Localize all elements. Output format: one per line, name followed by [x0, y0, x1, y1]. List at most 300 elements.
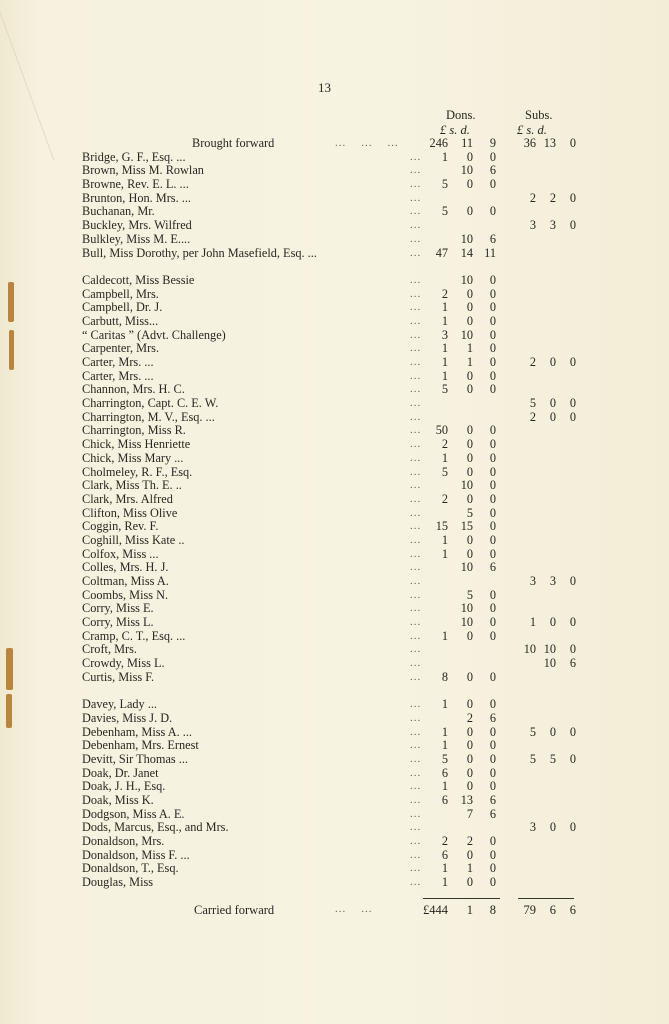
- subs-pence: 0: [569, 724, 576, 739]
- dons-pounds: 2: [441, 437, 448, 452]
- list-item: [0, 657, 669, 671]
- list-item: [0, 274, 669, 288]
- leader-dots: ...: [410, 451, 422, 464]
- list-item: [0, 739, 669, 753]
- dons-pounds: 5: [441, 751, 448, 766]
- dons-pence: 0: [489, 437, 496, 452]
- leader-dots: ...: [410, 301, 422, 314]
- dons-pence: 6: [489, 710, 496, 725]
- list-item: [0, 575, 669, 589]
- dons-shillings: 5: [466, 505, 473, 520]
- list-item: [0, 561, 669, 575]
- dons-pence: 0: [489, 491, 496, 506]
- dons-pounds: 1: [441, 149, 448, 164]
- list-item: [0, 178, 669, 192]
- dons-pounds: 2: [441, 286, 448, 301]
- dons-pence: 0: [489, 177, 496, 192]
- leader-dots: ...: [410, 575, 422, 587]
- dons-shillings: 0: [466, 546, 473, 561]
- dons-shillings: 2: [466, 710, 473, 725]
- dons-pounds: 50: [435, 423, 448, 438]
- subs-pounds: 3: [529, 218, 536, 233]
- dons-pence: 0: [489, 272, 496, 287]
- donor-name: Coggin, Rev. F.: [82, 519, 159, 534]
- leader-dots: ...: [410, 178, 422, 191]
- donor-name: Clark, Mrs. Alfred: [82, 491, 173, 506]
- cf-dons-pounds: £444: [423, 903, 448, 917]
- dons-shillings: 10: [460, 231, 473, 246]
- dons-shillings: 10: [460, 327, 473, 342]
- donor-name: Brunton, Hon. Mrs. ...: [82, 190, 191, 205]
- dons-shillings: 0: [466, 847, 473, 862]
- leader-dots: ...: [410, 616, 422, 629]
- subs-shillings: 3: [549, 218, 556, 233]
- bf-dons-pounds: 246: [429, 136, 448, 150]
- subs-pounds: 2: [529, 409, 536, 424]
- dons-pence: 0: [489, 615, 496, 630]
- dons-pence: 0: [489, 765, 496, 780]
- dons-shillings: 0: [466, 779, 473, 794]
- leader-dots: ...: [410, 191, 422, 204]
- dons-pounds: 1: [441, 532, 448, 547]
- dons-pence: 0: [489, 327, 496, 342]
- dons-shillings: 0: [466, 697, 473, 712]
- dons-pence: 0: [489, 697, 496, 712]
- leader-dots: ...: [410, 246, 422, 259]
- subs-shillings: 0: [549, 615, 556, 630]
- dons-pence: 0: [489, 519, 496, 534]
- dons-pounds: 5: [441, 382, 448, 397]
- subs-pence: 0: [569, 615, 576, 630]
- leader-dots: ...: [410, 711, 422, 724]
- leader-dots: ...: [410, 492, 422, 505]
- dons-shillings: 0: [466, 724, 473, 739]
- list-item: [0, 247, 669, 261]
- dons-pence: 0: [489, 204, 496, 219]
- dons-pence: 0: [489, 861, 496, 876]
- bf-dons-pence: 9: [489, 136, 496, 150]
- dons-pounds: 1: [441, 861, 448, 876]
- dons-shillings: 1: [466, 341, 473, 356]
- subscriptions-units: £ s. d.: [517, 123, 547, 137]
- brought-forward-row: [0, 137, 669, 151]
- leader-dots: ...: [410, 328, 422, 341]
- dons-shillings: 5: [466, 587, 473, 602]
- leader-dots: ...: [410, 657, 422, 670]
- donor-name: Campbell, Dr. J.: [82, 300, 163, 315]
- leader-dots: ...: [410, 397, 422, 410]
- dons-pence: 0: [489, 847, 496, 862]
- dons-pence: 0: [489, 834, 496, 849]
- dons-pence: 0: [489, 355, 496, 369]
- dons-shillings: 10: [460, 615, 473, 630]
- donor-name: Chick, Miss Henriette: [82, 437, 191, 452]
- list-item: [0, 753, 669, 767]
- list-item: [0, 479, 669, 493]
- cf-dons-shillings: 1: [466, 903, 473, 917]
- dons-shillings: 0: [466, 149, 473, 164]
- dons-shillings: 0: [466, 423, 473, 438]
- dons-pounds: 1: [441, 368, 448, 383]
- list-item: [0, 342, 669, 356]
- section-spacer: [0, 685, 669, 699]
- donor-name: Channon, Mrs. H. C.: [82, 382, 185, 397]
- donor-name: Colfox, Miss ...: [82, 546, 159, 561]
- donor-name: Campbell, Mrs.: [82, 286, 159, 301]
- donor-name: Donaldson, Mrs.: [82, 834, 165, 849]
- dons-pence: 0: [489, 313, 496, 328]
- donor-name: Charrington, M. V., Esq. ...: [82, 409, 215, 424]
- leader-dots: ...: [410, 561, 422, 574]
- dons-shillings: 7: [466, 806, 473, 821]
- list-item: [0, 630, 669, 644]
- subs-shillings: 0: [549, 409, 556, 424]
- dons-pence: 6: [489, 231, 496, 246]
- donor-name: Douglas, Miss: [82, 875, 154, 890]
- list-item: [0, 424, 669, 438]
- total-rule-dons: [423, 898, 500, 899]
- subs-pence: 6: [569, 656, 576, 671]
- list-item: [0, 616, 669, 630]
- donor-name: Colles, Mrs. H. J.: [82, 560, 169, 575]
- dons-shillings: 0: [466, 875, 473, 890]
- dons-shillings: 0: [466, 382, 473, 397]
- leader-dots: ...: [410, 629, 422, 642]
- donor-name: Chick, Miss Mary ...: [82, 450, 184, 465]
- donor-name: Clark, Miss Th. E. ..: [82, 478, 182, 493]
- dons-pounds: 1: [441, 724, 448, 739]
- subs-pence: 0: [569, 642, 576, 657]
- dons-pence: 0: [489, 478, 496, 493]
- list-item: [0, 808, 669, 822]
- donor-name: Curtis, Miss F.: [82, 669, 155, 684]
- total-rule-subs: [518, 898, 574, 899]
- list-item: [0, 726, 669, 740]
- dons-pounds: 1: [441, 341, 448, 356]
- leader-dots: ...: [410, 287, 422, 300]
- list-item: [0, 698, 669, 712]
- donor-name: Corry, Miss E.: [82, 601, 154, 616]
- dons-pounds: 1: [441, 628, 448, 643]
- subs-pounds: 5: [529, 724, 536, 739]
- dons-shillings: 1: [466, 355, 473, 369]
- leader-dots: ...: [410, 424, 422, 437]
- bf-subs-pounds: 36: [523, 136, 536, 150]
- section-spacer: [0, 260, 669, 274]
- leader-dots: ...: [410, 479, 422, 492]
- dons-shillings: 1: [466, 861, 473, 876]
- dons-pence: 0: [489, 546, 496, 561]
- subs-pounds: 3: [529, 820, 536, 835]
- leader-dots: ...: [410, 342, 422, 355]
- subs-pence: 0: [569, 751, 576, 766]
- dons-pence: 6: [489, 793, 496, 807]
- dons-pence: 0: [489, 669, 496, 684]
- subs-pounds: 5: [529, 396, 536, 411]
- subs-pence: 0: [569, 820, 576, 835]
- brought-forward-label: Brought forward: [192, 136, 275, 150]
- leader-dots: ...: [410, 150, 422, 163]
- bf-subs-pence: 0: [569, 136, 576, 150]
- leader-dots: ...: [410, 273, 422, 286]
- subs-pounds: 10: [523, 642, 536, 657]
- donor-name: Corry, Miss L.: [82, 615, 154, 630]
- donor-name: Debenham, Mrs. Ernest: [82, 738, 199, 753]
- subs-pence: 0: [569, 218, 576, 233]
- leader-dots: ... ... ...: [335, 137, 399, 149]
- dons-pounds: 6: [441, 765, 448, 780]
- leader-dots: ...: [410, 807, 422, 820]
- dons-shillings: 10: [460, 272, 473, 287]
- dons-pence: 0: [489, 751, 496, 766]
- donor-name: Davies, Miss J. D.: [82, 710, 173, 725]
- leader-dots: ...: [410, 232, 422, 245]
- list-item: [0, 671, 669, 685]
- dons-shillings: 0: [466, 765, 473, 780]
- leader-dots: ...: [410, 533, 422, 546]
- dons-pounds: 15: [435, 519, 448, 534]
- list-item: [0, 301, 669, 315]
- subs-shillings: 10: [543, 642, 556, 657]
- leader-dots: ...: [410, 410, 422, 423]
- donor-name: Bull, Miss Dorothy, per John Masefield, Esq. ...: [82, 245, 317, 260]
- list-item: [0, 712, 669, 726]
- dons-shillings: 0: [466, 738, 473, 753]
- dons-pence: 0: [489, 875, 496, 890]
- list-item: [0, 356, 669, 370]
- bf-dons-shillings: 11: [461, 136, 473, 150]
- dons-shillings: 0: [466, 300, 473, 315]
- dons-pence: 0: [489, 341, 496, 356]
- dons-pence: 0: [489, 587, 496, 602]
- list-item: [0, 780, 669, 794]
- dons-pounds: 1: [441, 450, 448, 465]
- list-item: [0, 821, 669, 835]
- subs-pounds: 2: [529, 355, 536, 369]
- donor-name: Bulkley, Miss M. E....: [82, 231, 191, 246]
- list-item: [0, 534, 669, 548]
- donor-name: Doak, Miss K.: [82, 793, 154, 807]
- dons-pounds: 3: [441, 327, 448, 342]
- list-item: [0, 794, 669, 808]
- list-item: [0, 233, 669, 247]
- subs-shillings: 3: [549, 574, 556, 588]
- carried-forward-row: [0, 903, 669, 919]
- leader-dots: ...: [410, 739, 422, 752]
- dons-shillings: 0: [466, 464, 473, 479]
- dons-shillings: 0: [466, 368, 473, 383]
- donations-header: Dons.: [446, 108, 476, 122]
- leader-dots: ...: [410, 205, 422, 218]
- donor-name: Caldecott, Miss Bessie: [82, 272, 195, 287]
- list-item: [0, 151, 669, 165]
- dons-pounds: 1: [441, 355, 448, 369]
- donor-name: Coghill, Miss Kate ..: [82, 532, 185, 547]
- donor-name: Cramp, C. T., Esq. ...: [82, 628, 186, 643]
- list-item: [0, 520, 669, 534]
- bf-subs-shillings: 13: [543, 136, 556, 150]
- dons-pounds: 47: [435, 245, 448, 260]
- leader-dots: ...: [410, 725, 422, 738]
- donor-name: Brown, Miss M. Rowlan: [82, 163, 204, 178]
- leader-dots: ...: [410, 821, 422, 834]
- dons-shillings: 0: [466, 437, 473, 452]
- list-item: [0, 329, 669, 343]
- dons-shillings: 13: [460, 793, 473, 807]
- subs-pence: 0: [569, 355, 576, 369]
- list-item: [0, 315, 669, 329]
- dons-pence: 0: [489, 779, 496, 794]
- cf-subs-pence: 6: [569, 903, 576, 917]
- leader-dots: ...: [410, 465, 422, 478]
- donor-name: Buckley, Mrs. Wilfred: [82, 218, 192, 233]
- dons-pence: 0: [489, 368, 496, 383]
- list-item: [0, 849, 669, 863]
- dons-pounds: 6: [441, 847, 448, 862]
- leader-dots: ...: [410, 862, 422, 875]
- subscription-list: [0, 137, 669, 890]
- donor-name: Dods, Marcus, Esq., and Mrs.: [82, 820, 229, 835]
- dons-pence: 6: [489, 560, 496, 575]
- list-item: [0, 507, 669, 521]
- dons-pounds: 1: [441, 875, 448, 890]
- list-item: [0, 602, 669, 616]
- donor-name: Carpenter, Mrs.: [82, 341, 160, 356]
- dons-pounds: 5: [441, 464, 448, 479]
- leader-dots: ...: [410, 602, 422, 615]
- dons-shillings: 10: [460, 560, 473, 575]
- donor-name: Davey, Lady ...: [82, 697, 158, 712]
- dons-shillings: 0: [466, 751, 473, 766]
- dons-pence: 0: [489, 738, 496, 753]
- leader-dots: ...: [410, 835, 422, 848]
- donor-name: Coltman, Miss A.: [82, 574, 169, 588]
- leader-dots: ...: [410, 438, 422, 451]
- dons-pounds: 2: [441, 834, 448, 849]
- dons-shillings: 10: [460, 478, 473, 493]
- list-item: [0, 548, 669, 562]
- list-item: [0, 192, 669, 206]
- dons-pence: 0: [489, 505, 496, 520]
- dons-pence: 0: [489, 300, 496, 315]
- subs-shillings: 5: [549, 751, 556, 766]
- dons-pence: 0: [489, 382, 496, 397]
- leader-dots: ...: [410, 876, 422, 889]
- subs-shillings: 0: [549, 396, 556, 411]
- subs-pounds: 3: [529, 574, 536, 588]
- leader-dots: ...: [410, 780, 422, 793]
- list-item: [0, 862, 669, 876]
- subs-pounds: 2: [529, 190, 536, 205]
- cf-subs-shillings: 6: [549, 903, 556, 917]
- carried-forward-label: Carried forward: [194, 903, 275, 917]
- cf-subs-pounds: 79: [523, 903, 536, 917]
- page-number: 13: [318, 80, 331, 95]
- list-item: [0, 767, 669, 781]
- donor-name: Dodgson, Miss A. E.: [82, 806, 185, 821]
- dons-shillings: 14: [460, 245, 473, 260]
- dons-shillings: 0: [466, 313, 473, 328]
- donor-name: Crowdy, Miss L.: [82, 656, 165, 671]
- donor-name: Charrington, Miss R.: [82, 423, 186, 438]
- list-item: [0, 466, 669, 480]
- leader-dots: ...: [410, 766, 422, 779]
- dons-pence: 6: [489, 163, 496, 178]
- leader-dots: ...: [410, 848, 422, 861]
- donor-name: Donaldson, T., Esq.: [82, 861, 179, 876]
- dons-pounds: 1: [441, 313, 448, 328]
- list-item: [0, 370, 669, 384]
- leader-dots: ...: [410, 588, 422, 601]
- subs-shillings: 2: [549, 190, 556, 205]
- donor-name: Carbutt, Miss...: [82, 313, 159, 328]
- leader-dots: ...: [410, 520, 422, 533]
- donor-name: Bridge, G. F., Esq. ...: [82, 149, 186, 164]
- leader-dots: ...: [410, 383, 422, 396]
- dons-shillings: 0: [466, 491, 473, 506]
- dons-shillings: 0: [466, 628, 473, 643]
- subs-shillings: 0: [549, 355, 556, 369]
- leader-dots: ...: [410, 356, 422, 368]
- leader-dots: ...: [410, 752, 422, 765]
- dons-pounds: 1: [441, 738, 448, 753]
- donor-name: Doak, Dr. Janet: [82, 765, 159, 780]
- subs-pence: 0: [569, 190, 576, 205]
- list-item: [0, 288, 669, 302]
- list-item: [0, 835, 669, 849]
- dons-pounds: 2: [441, 491, 448, 506]
- leader-dots: ...: [410, 670, 422, 683]
- donor-name: Carter, Mrs. ...: [82, 368, 154, 383]
- dons-shillings: 0: [466, 204, 473, 219]
- dons-shillings: 2: [466, 834, 473, 849]
- dons-pounds: 5: [441, 204, 448, 219]
- leader-dots: ...: [410, 369, 422, 382]
- dons-pence: 0: [489, 149, 496, 164]
- dons-shillings: 0: [466, 286, 473, 301]
- subs-pounds: 1: [529, 615, 536, 630]
- subs-shillings: 10: [543, 656, 556, 671]
- subs-shillings: 0: [549, 724, 556, 739]
- dons-pence: 0: [489, 628, 496, 643]
- subs-pence: 0: [569, 409, 576, 424]
- list-item: [0, 643, 669, 657]
- dons-pence: 0: [489, 601, 496, 616]
- dons-pence: 0: [489, 286, 496, 301]
- leader-dots: ...: [410, 698, 422, 711]
- donor-name: Carter, Mrs. ...: [82, 355, 154, 369]
- dons-shillings: 10: [460, 163, 473, 178]
- dons-pence: 6: [489, 806, 496, 821]
- leader-dots: ...: [410, 164, 422, 177]
- donor-name: Doak, J. H., Esq.: [82, 779, 166, 794]
- donor-name: Buchanan, Mr.: [82, 204, 155, 219]
- donations-units: £ s. d.: [440, 123, 470, 137]
- list-item: [0, 411, 669, 425]
- list-item: [0, 219, 669, 233]
- leader-dots: ...: [410, 643, 422, 656]
- dons-pence: 0: [489, 423, 496, 438]
- leader-dots: ...: [410, 314, 422, 327]
- leader-dots: ...: [410, 547, 422, 560]
- subs-shillings: 0: [549, 820, 556, 835]
- donor-name: Donaldson, Miss F. ...: [82, 847, 190, 862]
- dons-shillings: 0: [466, 669, 473, 684]
- dons-pence: 0: [489, 450, 496, 465]
- dons-pounds: 1: [441, 300, 448, 315]
- subs-pounds: 5: [529, 751, 536, 766]
- donor-name: Coombs, Miss N.: [82, 587, 169, 602]
